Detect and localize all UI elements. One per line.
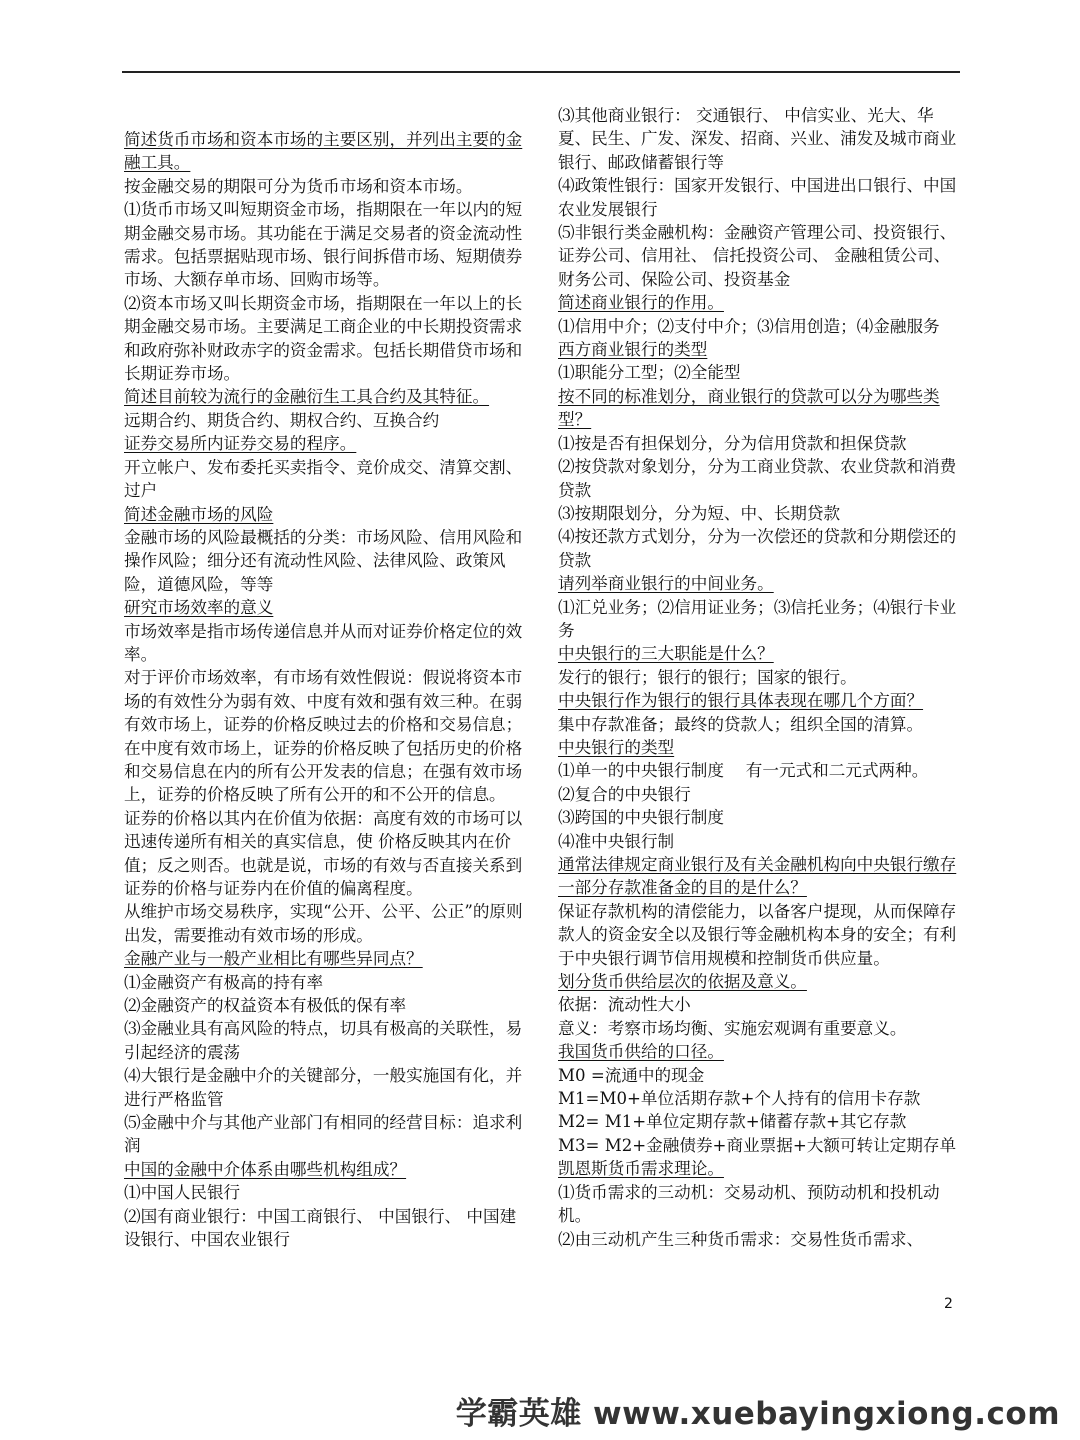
answer-paragraph: ⑵国有商业银行：中国工商银行、 中国银行、 中国建设银行、中国农业银行 [124,1206,517,1250]
question-heading: 中央银行作为银行的银行具体表现在哪几个方面？ [558,691,924,711]
answer-paragraph: ⑸非银行类金融机构：金融资产管理公司、投资银行、证券公司、信用社、 信托投资公司、 金融租赁公司、 财务公司、保险公司、投资基金 [558,223,957,289]
answer-paragraph: ⑷大银行是金融中介的关键部分，一般实施国有化，并进行严格监管 [124,1066,523,1109]
question-heading: 我国货币供给的口径。 [558,1042,724,1062]
answer-paragraph: 市场效率是指市场传递信息并从而对证券价格定位的效率。 [124,621,523,664]
question-heading: 凯恩斯货币需求理论。 [558,1159,724,1179]
answer-paragraph: 发行的银行；银行的银行；国家的银行。 [558,667,857,687]
answer-paragraph: 证券的价格以其内在价值为依据：高度有效的市场可以迅速传递所有相关的真实信息，使 价格反映其内在价值；反之则否。也就是说，市场的有效与否直接关系到证券的价格与证券内在价值的偏离程度。 [124,808,523,898]
answer-paragraph: 远期合约、期货合约、期权合约、互换合约 [124,410,440,430]
question-heading: 证券交易所内证券交易的程序。 [124,434,357,454]
question-heading: 金融产业与一般产业相比有哪些异同点？ [124,949,423,969]
answer-paragraph: ⑴信用中介；⑵支付中介；⑶信用创造；⑷金融服务 [558,316,940,336]
question-heading: 中央银行的三大职能是什么？ [558,644,774,664]
question-heading: 按不同的标准划分，商业银行的贷款可以分为哪些类型？ [558,386,940,430]
question-heading: 通常法律规定商业银行及有关金融机构向中央银行缴存一部分存款准备金的目的是什么？ [558,855,957,898]
question-heading: 简述商业银行的作用。 [558,293,724,313]
answer-paragraph: M2= M1+单位定期存款+储蓄存款+其它存款 [558,1112,907,1132]
answer-paragraph: 集中存款准备；最终的贷款人；组织全国的清算。 [558,714,924,734]
watermark-text: 学霸英雄 www.xuebayingxiong.com [455,1396,1060,1432]
answer-paragraph: ⑶其他商业银行： 交通银行、 中信实业、光大、华夏、民生、广发、深发、招商、兴业、浦发及城市商业银行、邮政储蓄银行等 [558,106,957,172]
question-heading: 简述货币市场和资本市场的主要区别，并列出主要的金融工具。 [124,130,523,173]
page-number: 2 [944,1296,953,1312]
answer-paragraph: 保证存款机构的清偿能力，以备客户提现，从而保障存款人的资金安全以及银行等金融机构本身的安全；有利于中央银行调节信用规模和控制货币供应量。 [558,901,957,968]
answer-paragraph: ⑵金融资产的权益资本有极低的保有率 [124,996,407,1016]
answer-paragraph: ⑴职能分工型；⑵全能型 [558,363,741,383]
left-column [124,128,524,1252]
answer-paragraph: ⑴金融资产有极高的持有率 [124,972,324,992]
question-heading: 划分货币供给层次的依据及意义。 [558,972,807,992]
answer-paragraph: M0 =流通中的现金 [558,1065,705,1085]
question-heading: 简述金融市场的风险 [124,504,274,524]
answer-paragraph: ⑵由三动机产生三种货币需求：交易性货币需求、 [558,1229,924,1249]
answer-paragraph: 开立帐户、发布委托买卖指令、竞价成交、清算交割、过户 [124,457,523,501]
answer-paragraph: ⑴汇兑业务；⑵信用证业务；⑶信托业务；⑷银行卡业务 [558,597,957,640]
answer-paragraph: ⑴中国人民银行 [124,1183,241,1203]
answer-paragraph: ⑶跨国的中央银行制度 [558,808,724,828]
right-column [558,104,958,1251]
answer-paragraph: ⑴货币需求的三动机：交易动机、预防动机和投机动机。 [558,1182,940,1226]
answer-paragraph: ⑷政策性银行：国家开发银行、中国进出口银行、中国农业发展银行 [558,176,957,219]
answer-paragraph: M3= M2+金融债券+商业票据+大额可转让定期存单 [558,1135,957,1155]
question-heading: 简述目前较为流行的金融衍生工具合约及其特征。 [124,387,490,407]
answer-paragraph: ⑵按贷款对象划分，分为工商业贷款、农业贷款和消费贷款 [558,457,957,500]
question-heading: 中央银行的类型 [558,737,675,757]
answer-paragraph: ⑴单一的中央银行制度 有一元式和二元式两种。 [558,761,929,781]
answer-paragraph: ⑵复合的中央银行 [558,784,691,804]
answer-paragraph: 意义：考察市场均衡、实施宏观调有重要意义。 [558,1018,907,1038]
answer-paragraph: 按金融交易的期限可分为货币市场和资本市场。 [124,176,473,196]
answer-paragraph: 依据：流动性大小 [558,995,691,1015]
answer-paragraph: M1=M0+单位活期存款+个人持有的信用卡存款 [558,1089,921,1109]
answer-paragraph: ⑴货币市场又叫短期资金市场，指期限在一年以内的短期金融交易市场。其功能在于满足交易者的资金流动性需求。包括票据贴现市场、银行间拆借市场、短期债券市场、大额存单市场、回购市场等。 [124,200,523,290]
answer-paragraph: 对于评价市场效率，有市场有效性假说：假说将资本市场的有效性分为弱有效、中度有效和强有效三种。在弱有效市场上，证券的价格反映过去的价格和交易信息；在中度有效市场上，证券的价格反映了包括历史的价格和交易信息在内的所有公开发表的信息；在强有效市场上，证券的价格反映了所有公开的和不公开的信息。 [124,668,523,805]
answer-paragraph: ⑵资本市场又叫长期资金市场，指期限在一年以上的长期金融交易市场。主要满足工商企业的中长期投资需求和政府弥补财政赤字的资金需求。包括长期借贷市场和长期证券市场。 [124,293,523,384]
question-heading: 研究市场效率的意义 [124,598,274,618]
answer-paragraph: ⑶金融业具有高风险的特点，切具有极高的关联性，易引起经济的震荡 [124,1019,523,1062]
question-heading: 请列举商业银行的中间业务。 [558,574,774,594]
answer-paragraph: ⑴按是否有担保划分，分为信用贷款和担保贷款 [558,433,907,453]
answer-paragraph: ⑷按还款方式划分，分为一次偿还的贷款和分期偿还的贷款 [558,527,957,570]
answer-paragraph: ⑸金融中介与其他产业部门有相同的经营目标：追求利润 [124,1113,523,1156]
answer-paragraph: ⑶按期限划分，分为短、中、长期贷款 [558,503,841,523]
header-rule [122,71,960,73]
answer-paragraph: 从维护市场交易秩序，实现“公开、公平、公正”的原则出发，需要推动有效市场的形成。 [124,902,523,945]
question-heading: 西方商业银行的类型 [558,340,708,360]
question-heading: 中国的金融中介体系由哪些机构组成？ [124,1159,407,1179]
answer-paragraph: ⑷准中央银行制 [558,831,675,851]
answer-paragraph: 金融市场的风险最概括的分类：市场风险、信用风险和操作风险；细分还有流动性风险、法律风险、政策风险，道德风险，等等 [124,527,523,594]
